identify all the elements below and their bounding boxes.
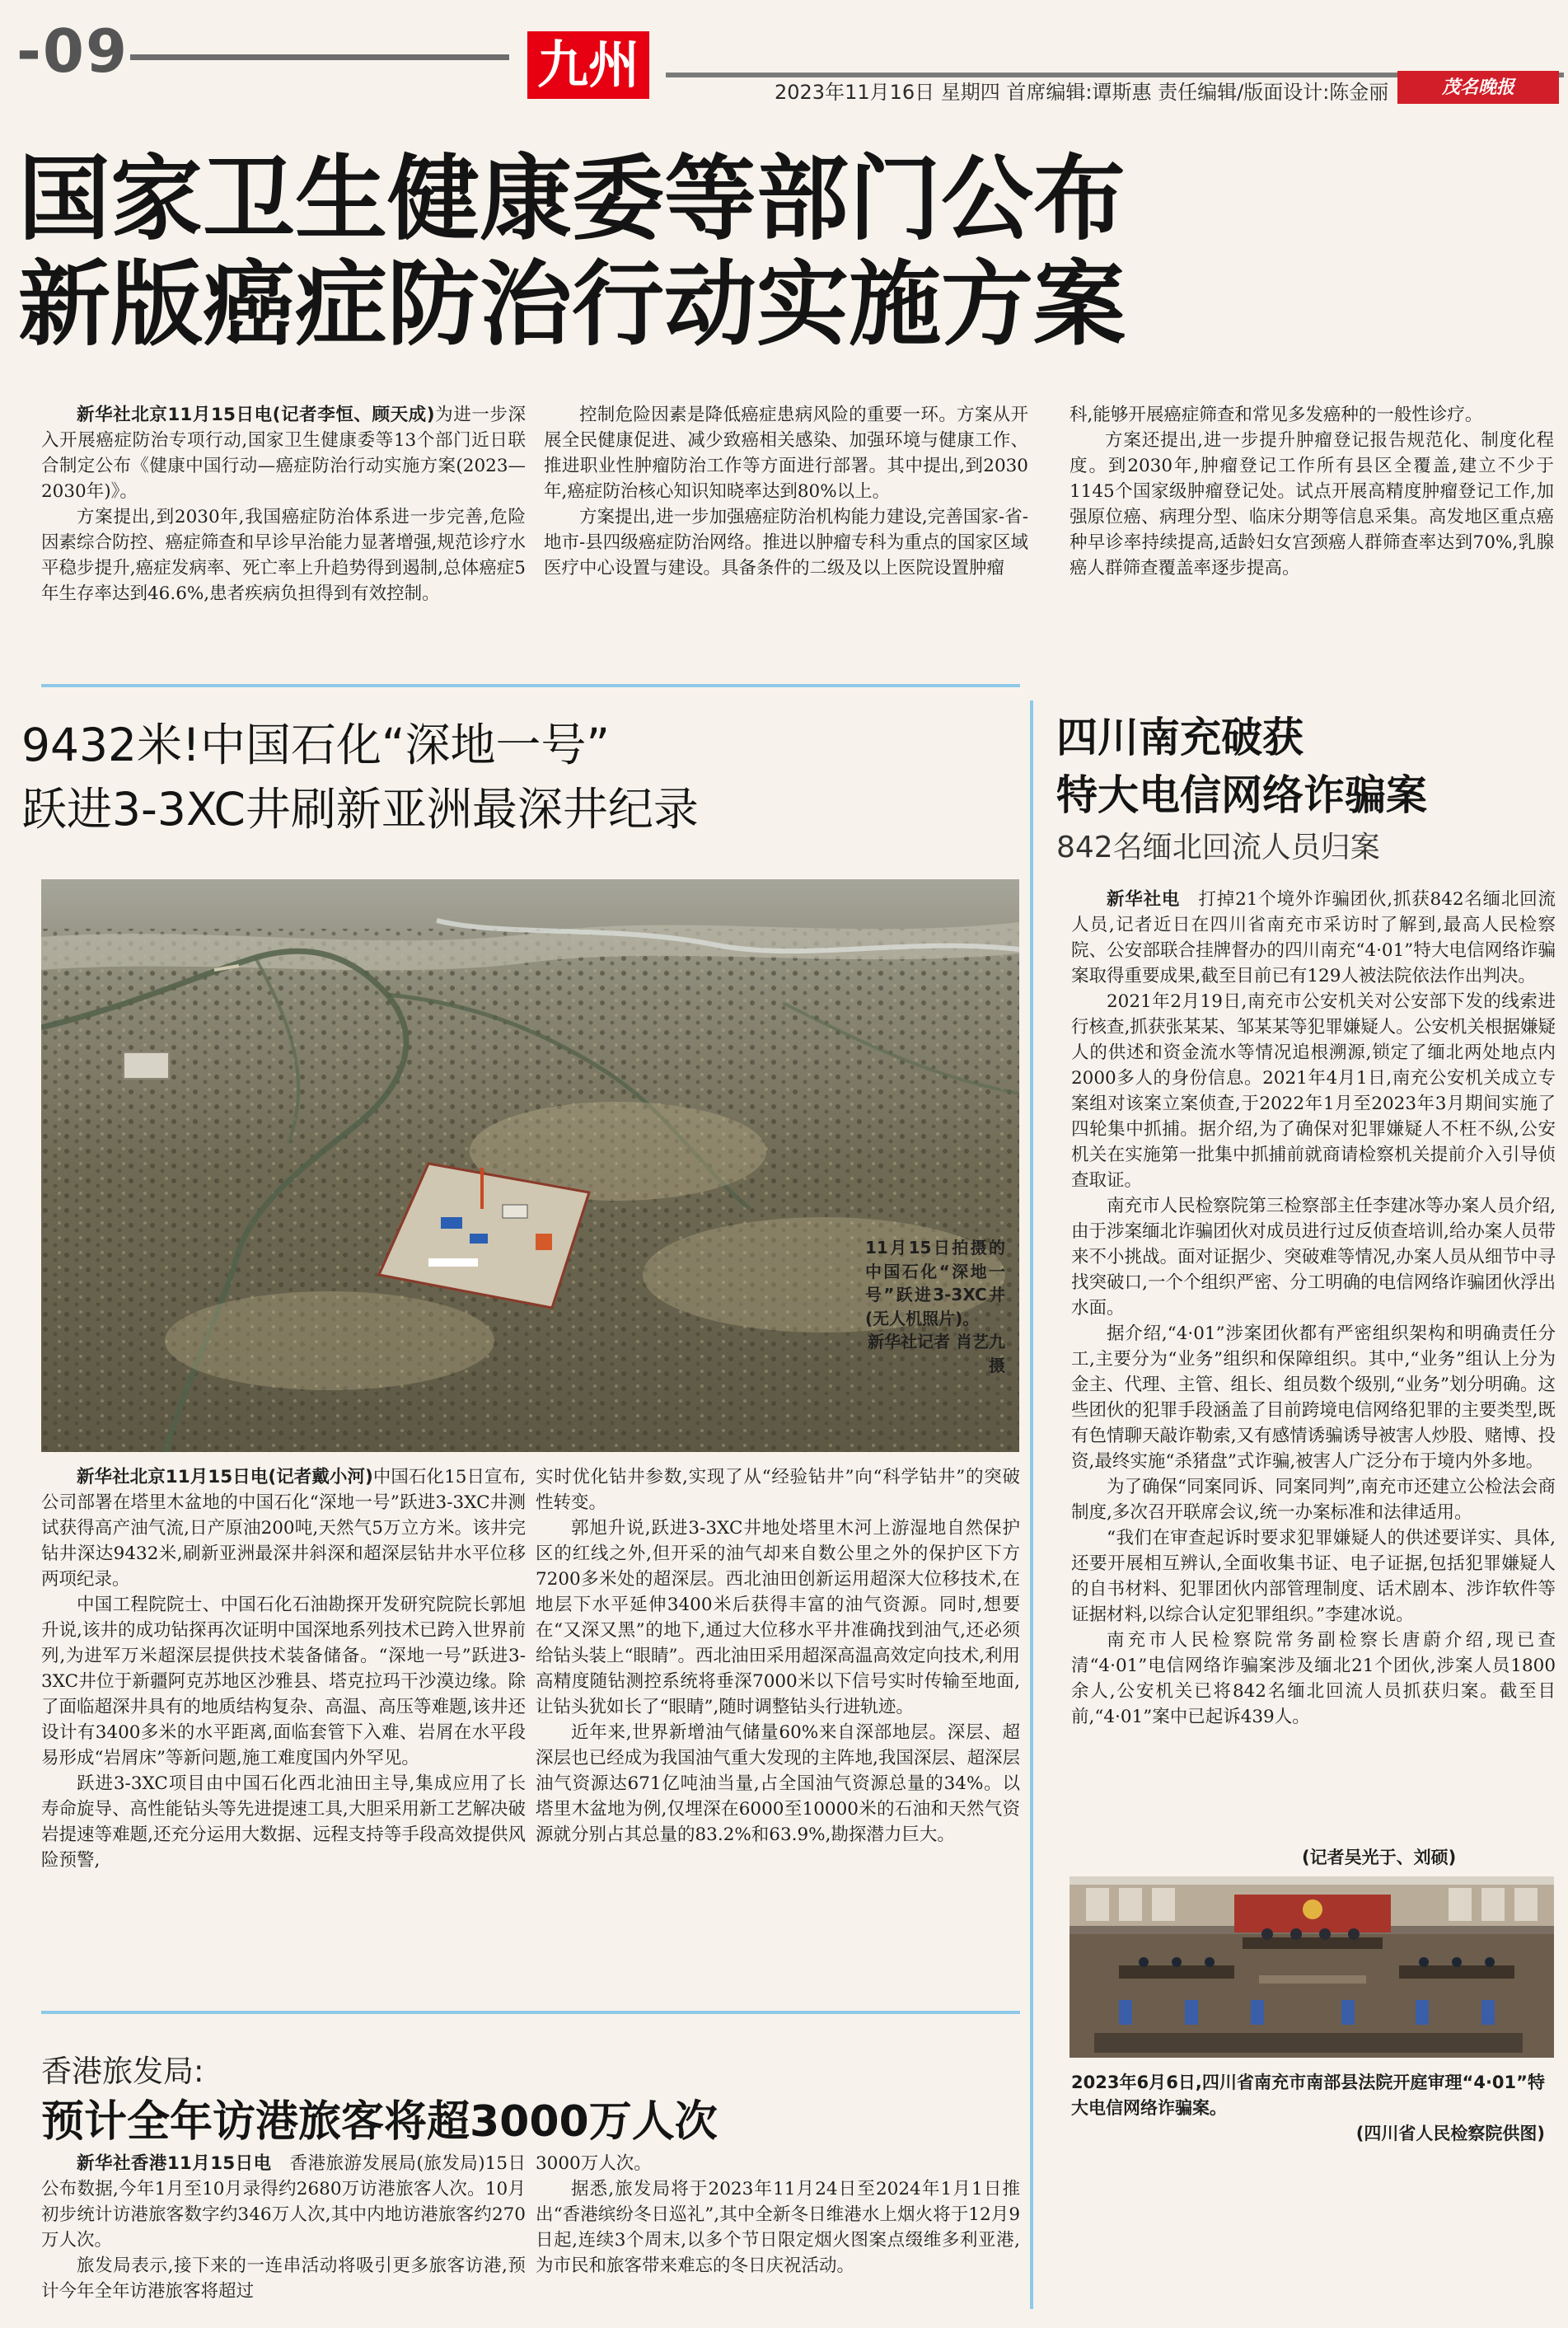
caption-text: 11月15日拍摄的中国石化“深地一号”跃进3-3XC井(无人机照片)。 <box>865 1238 1005 1328</box>
article2-headline <box>21 713 699 841</box>
column-divider <box>1030 700 1033 2309</box>
caption-text: 2023年6月6日,四川省南充市南部县法院开庭审理“4·01”特大电信网络诈骗案。 <box>1071 2073 1545 2118</box>
section-divider <box>41 2011 1020 2014</box>
article1-paragraph: 控制危险因素是降低癌症患病风险的重要一环。方案从开展全民健康促进、减少致癌相关感染、加强环境与健康工作、推进职业性肿瘤防治工作等方面进行部署。其中提出,到2030年,癌症防治核心知识知晓率达到80%以上。 <box>544 405 1028 502</box>
article1-headline-line1: 国家卫生健康委等部门公布 <box>18 146 1126 253</box>
article3-paragraph: 新华社电 打掉21个境外诈骗团伙,抓获842名缅北回流人员,记者近日在四川省南充市采访时了解到,最高人民检察院、公安部联合挂牌督办的四川南充“4·01”特大电信网络诈骗案取得重要成果,截至目前已有129人被法院依法作出判决。 <box>1071 889 1556 986</box>
article2-paragraph: 近年来,世界新增油气储量60%来自深部地层。深层、超深层也已经成为我国油气重大发现的主阵地,我国深层、超深层油气资源达671亿吨油当量,占全国油气资源总量的34%。以塔里木盆地为例,仅埋深在6000至10000米的石油和天然气资源就分别占其总量的83.2%和63.9%,勘探潜力巨大。 <box>536 1722 1020 1845</box>
article3-paragraph: 为了确保“同案同诉、同案同判”,南充市还建立公检法会商制度,多次召开联席会议,统一办案标准和法律适用。 <box>1071 1477 1556 1523</box>
article2-paragraph: 郭旭升说,跃进3-3XC井地处塔里木河上游湿地自然保护区的红线之外,但开采的油气却来自数公里之外的保护区下方7200多米处的超深层。西北油田创新运用超深大位移技术,在地层下水平延伸3400米后获得丰富的油气资源。同时,想要在“又深又黑”的地下,通过大位移水平井准确找到油气,还必须给钻头装上“眼睛”。西北油田采用超深高温高效定向技术,利用高精度随钻测控系统将垂深7000米以下信号实时传输至地面,让钻头犹如长了“眼睛”,随时调整钻头行进轨迹。 <box>536 1518 1020 1717</box>
article1-headline-line2: 新版癌症防治行动实施方案 <box>18 251 1126 358</box>
photo-credit: 新华社记者 肖艺九 摄 <box>868 1332 1005 1375</box>
article4-column-2 <box>536 2151 1020 2279</box>
article3-subheadline: 842名缅北回流人员归案 <box>1056 831 1380 864</box>
section-divider <box>41 684 1020 687</box>
dateline: 新华社北京11月15日电(记者戴小河) <box>77 1467 373 1487</box>
article4-paragraph: 旅发局表示,接下来的一连串活动将吸引更多旅客访港,预计今年全年访港旅客将超过 <box>41 2255 526 2302</box>
article1-paragraph: 方案提出,到2030年,我国癌症防治体系进一步完善,危险因素综合防控、癌症筛查和早诊早治能力显著增强,规范诊疗水平稳步提升,癌症发病率、死亡率上升趋势得到遏制,总体癌症5年生存率达到46.6%,患者疾病负担得到有效控制。 <box>41 507 526 604</box>
photo-credit: (四川省人民检察院供图) <box>1355 2124 1545 2143</box>
article4-paragraph: 据悉,旅发局将于2023年11月24日至2024年1月1日推出“香港缤纷冬日巡礼”,其中全新冬日维港水上烟火将于12月9日起,连续3个周末,以多个节日限定烟火图案点缀维多利亚港,为市民和旅客带来难忘的冬日庆祝活动。 <box>536 2179 1020 2276</box>
article4-kicker: 香港旅发局: <box>41 2054 204 2089</box>
article3-paragraph: “我们在审查起诉时要求犯罪嫌疑人的供述要详实、具体,还要开展相互辨认,全面收集书证、电子证据,包括犯罪嫌疑人的自书材料、犯罪团伙内部管理制度、话术剧本、涉诈软件等证据材料,以综合认定犯罪组织。”李建冰说。 <box>1071 1528 1556 1625</box>
article1-paragraph: 科,能够开展癌症筛查和常见多发癌种的一般性诊疗。 <box>1070 405 1483 425</box>
article2-paragraph: 中国工程院院士、中国石化石油勘探开发研究院院长郭旭升说,该井的成功钻探再次证明中国深地系列技术已跨入世界前列,为进军万米超深层提供技术装备储备。“深地一号”跃进3-3XC井位于新疆阿克苏地区沙雅县、塔克拉玛干沙漠边缘。除了面临超深井具有的地质结构复杂、高温、高压等难题,该井还设计有3400多米的水平距离,面临套管下入难、岩屑在水平段易形成“岩屑床”等新问题,施工难度国内外罕见。 <box>41 1595 526 1768</box>
section-badge: 九州 <box>527 31 649 99</box>
newspaper-logo: 茂名晚报 <box>1397 71 1559 104</box>
article1-column-1 <box>41 402 526 607</box>
article4-column-1 <box>41 2151 526 2304</box>
article3-paragraph: 南充市人民检察院第三检察部主任李建冰等办案人员介绍,由于涉案缅北诈骗团伙对成员进行过反侦查培训,给办案人员带来不小挑战。面对证据少、突破难等情况,办案人员从细节中寻找突破口,一个个组织严密、分工明确的电信网络诈骗团伙浮出水面。 <box>1071 1196 1556 1319</box>
article1-column-2 <box>544 402 1028 581</box>
article1-headline <box>18 147 1126 358</box>
reporter-note: (记者吴光于、刘硕) <box>1302 1848 1457 1867</box>
article2-paragraph: 新华社北京11月15日电(记者戴小河)中国石化15日宣布,公司部署在塔里木盆地的中国石化“深地一号”跃进3-3XC井测试获得高产油气流,日产原油200吨,天然气5万立方米。该井完钻井深达9432米,刷新亚洲最深井斜深和超深层钻井水平位移两项纪录。 <box>41 1467 526 1590</box>
article4-paragraph: 3000万人次。 <box>536 2153 652 2174</box>
article2-paragraph: 跃进3-3XC项目由中国石化西北油田主导,集成应用了长寿命旋导、高性能钻头等先进提速工具,大胆采用新工艺解决破岩提速等难题,还充分运用大数据、远程支持等手段高效提供风险预警, <box>41 1773 526 1871</box>
article1-paragraph: 方案提出,进一步加强癌症防治机构能力建设,完善国家-省-地市-县四级癌症防治网络。推进以肿瘤专科为重点的国家区域医疗中心设置与建设。具备条件的二级及以上医院设置肿瘤 <box>544 507 1028 578</box>
article2-paragraph: 实时优化钻井参数,实现了从“经验钻井”向“科学钻井”的突破性转变。 <box>536 1467 1020 1513</box>
dateline: 新华社电 <box>1107 889 1181 910</box>
article1-paragraph: 方案还提出,进一步提升肿瘤登记报告规范化、制度化程度。到2030年,肿瘤登记工作所有县区全覆盖,建立不少于1145个国家级肿瘤登记处。试点开展高精度肿瘤登记工作,加强原位癌、病理分型、临床分期等信息采集。高发地区重点癌种早诊率持续提高,适龄妇女宫颈癌人群筛查率达到70%,乳腺癌人群筛查覆盖率逐步提高。 <box>1070 430 1554 578</box>
article3-body <box>1071 887 1556 1730</box>
article3-paragraph: 2021年2月19日,南充市公安机关对公安部下发的线索进行核查,抓获张某某、邹某某等犯罪嫌疑人。公安机关根据嫌疑人的供述和资金流水等情况追根溯源,锁定了缅北两处地点内2000多人的身份信息。2021年4月1日,南充公安机关成立专案组对该案立案侦查,于2022年1月至2023年3月期间实施了四轮集中抓捕。据介绍,为了确保对犯罪嫌疑人不枉不纵,公安机关在实施第一批集中抓捕前就商请检察机关提前介入引导侦查取证。 <box>1071 991 1556 1191</box>
article2-column-2 <box>536 1464 1020 1848</box>
header-rule <box>130 54 509 60</box>
page-number: -09 <box>16 16 129 86</box>
article3-headline-line1: 四川南充破获 <box>1056 714 1304 761</box>
dateline: 新华社香港11月15日电 <box>77 2153 272 2174</box>
article4-headline: 预计全年访港旅客将超3000万人次 <box>41 2097 718 2147</box>
courtroom-photo <box>1070 1876 1554 2058</box>
article3-headline-line2: 特大电信网络诈骗案 <box>1056 771 1427 819</box>
article1-paragraph: 新华社北京11月15日电(记者李恒、顾天成)为进一步深入开展癌症防治专项行动,国家卫生健康委等13个部门近日联合制定公布《健康中国行动—癌症防治行动实施方案(2023—2030年)》。 <box>41 405 526 502</box>
article4-paragraph: 新华社香港11月15日电 香港旅游发展局(旅发局)15日公布数据,今年1月至10月录得约2680万访港旅客人次。10月初步统计访港旅客数字约346万人次,其中内地访港旅客约270万人次。 <box>41 2153 527 2251</box>
article2-column-1 <box>41 1464 526 1873</box>
article2-headline-line2: 跃进3-3XC井刷新亚洲最深井纪录 <box>21 783 699 836</box>
article3-headline <box>1056 709 1427 824</box>
article2-photo-caption <box>865 1236 1005 1377</box>
dateline: 新华社北京11月15日电(记者李恒、顾天成) <box>77 405 435 425</box>
article3-photo-caption <box>1071 2070 1545 2147</box>
edition-info: 2023年11月16日 星期四 首席编辑:谭斯惠 责任编辑/版面设计:陈金丽 <box>775 81 1389 104</box>
article2-headline-line1: 9432米!中国石化“深地一号” <box>21 719 611 771</box>
article1-column-3 <box>1070 402 1554 581</box>
article3-paragraph: 南充市人民检察院常务副检察长唐蔚介绍,现已查清“4·01”电信网络诈骗案涉及缅北21个团伙,涉案人员1800余人,公安机关已将842名缅北回流人员抓获归案。截至目前,“4·01”案中已起诉439人。 <box>1071 1630 1556 1727</box>
article3-paragraph: 据介绍,“4·01”涉案团伙都有严密组织架构和明确责任分工,主要分为“业务”组织和保障组织。其中,“业务”组认上分为金主、代理、主管、组长、组员数个级别,“业务”划分明确。这些团伙的犯罪手段涵盖了目前跨境电信网络犯罪的主要类型,既有色情聊天敲诈勒索,又有感情诱骗诱导被害人炒股、赌博、投资,最终实施“杀猪盘”式诈骗,被害人广泛分布于境内外多地。 <box>1071 1323 1556 1472</box>
